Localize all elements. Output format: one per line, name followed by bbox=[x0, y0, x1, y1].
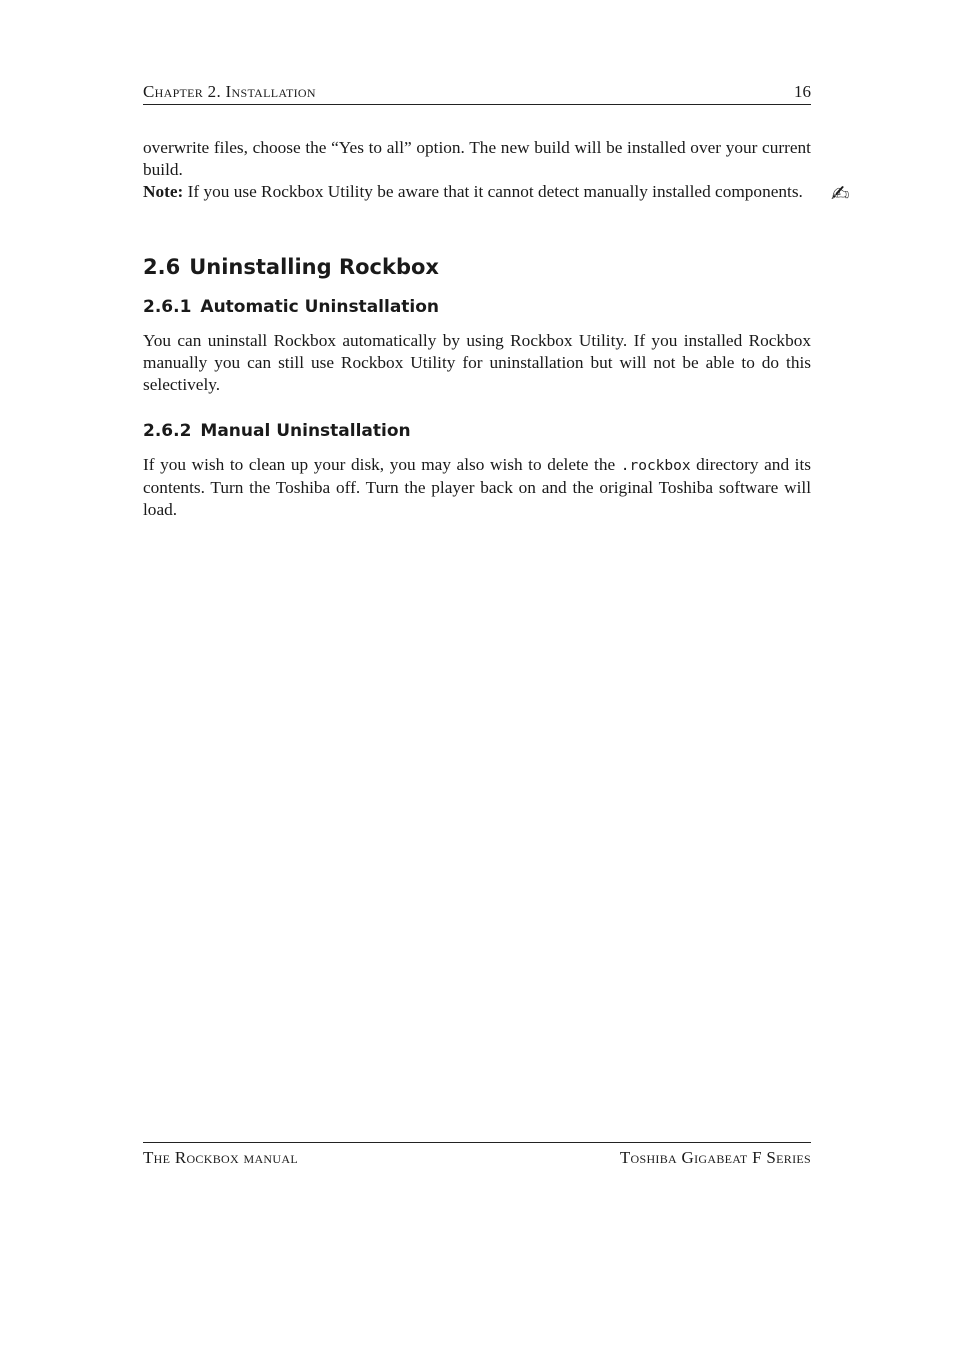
running-header bbox=[143, 82, 811, 105]
subsection-title: Automatic Uninstallation bbox=[200, 297, 440, 317]
note-paragraph bbox=[143, 181, 811, 203]
subsection-heading-manual bbox=[143, 420, 411, 442]
paragraph-overwrite: overwrite files, choose the “Yes to all” option. The new build will be installed over your current build. bbox=[143, 138, 811, 179]
manual-text-before: If you wish to clean up your disk, you may also wish to delete the bbox=[143, 455, 621, 474]
subsection-heading-automatic bbox=[143, 296, 439, 318]
rockbox-directory-code: .rockbox bbox=[620, 458, 691, 474]
note-label: Note: bbox=[143, 182, 184, 201]
manual-text-after: directory and its contents. Turn the Toshiba off. Turn the player back on and the original Toshiba software will load. bbox=[143, 455, 811, 519]
footer-manual-title: The Rockbox manual bbox=[143, 1148, 298, 1167]
paragraph-manual-uninstall bbox=[143, 454, 811, 521]
paragraph-automatic-uninstall: You can uninstall Rockbox automatically by using Rockbox Utility. If you installed Rockbox manually you can still use Rockbox Utility for uninstallation but will not be able to do this selectively. bbox=[143, 331, 811, 394]
note-text: If you use Rockbox Utility be aware that it cannot detect manually installed components. bbox=[183, 182, 803, 201]
footer-device-name: Toshiba Gigabeat F Series bbox=[619, 1148, 811, 1167]
subsection-number: 2.6.1 bbox=[143, 297, 192, 317]
writing-hand-icon: ✍ bbox=[831, 182, 850, 207]
subsection-number: 2.6.2 bbox=[143, 421, 192, 441]
page-number: 16 bbox=[794, 82, 811, 101]
section-title: Uninstalling Rockbox bbox=[189, 255, 439, 279]
section-heading-uninstalling bbox=[143, 253, 439, 281]
chapter-title: Chapter 2. Installation bbox=[143, 82, 316, 101]
running-footer bbox=[143, 1142, 811, 1172]
section-number: 2.6 bbox=[143, 255, 181, 279]
subsection-title: Manual Uninstallation bbox=[200, 421, 411, 441]
